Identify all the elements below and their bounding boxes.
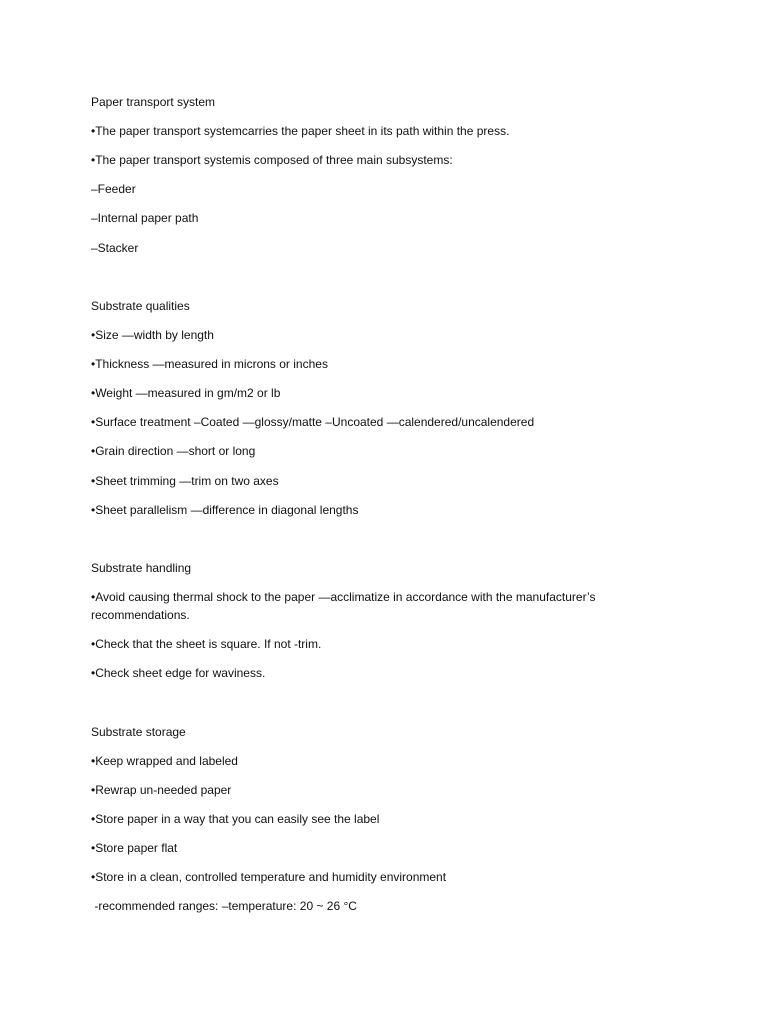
bullet-line: •Check sheet edge for waviness. bbox=[91, 666, 266, 680]
bullet-line: •The paper transport systemcarries the paper sheet in its path within the press. bbox=[91, 124, 510, 138]
bullet-line: •Sheet trimming —trim on two axes bbox=[91, 474, 279, 488]
bullet-line: •Avoid causing thermal shock to the paper —acclimatize in accordance with the manufacturer’s recommendations. bbox=[91, 590, 596, 622]
bullet-line: •Grain direction —short or long bbox=[91, 444, 256, 458]
bullet-line: •Store paper flat bbox=[91, 841, 178, 855]
bullet-line: •Thickness —measured in microns or inches bbox=[91, 357, 328, 371]
bullet-line: •Store in a clean, controlled temperature and humidity environment bbox=[91, 870, 447, 884]
section-heading-substrate-qualities: Substrate qualities bbox=[91, 299, 190, 313]
sub-item-line: -recommended ranges: –temperature: 20 ~ 26 °C bbox=[91, 899, 357, 913]
bullet-line: •Size —width by length bbox=[91, 328, 214, 342]
sub-item-line: –Stacker bbox=[91, 241, 139, 255]
sub-item-line: –Feeder bbox=[91, 182, 136, 196]
sub-item-line: –Internal paper path bbox=[91, 211, 199, 225]
section-heading-paper-transport: Paper transport system bbox=[91, 95, 216, 109]
section-heading-substrate-handling: Substrate handling bbox=[91, 561, 192, 575]
section-heading-substrate-storage: Substrate storage bbox=[91, 725, 186, 739]
bullet-line: •The paper transport systemis composed of three main subsystems: bbox=[91, 153, 453, 167]
bullet-line: •Surface treatment –Coated —glossy/matte –Uncoated —calendered/uncalendered bbox=[91, 415, 535, 429]
bullet-line: •Sheet parallelism —difference in diagonal lengths bbox=[91, 503, 359, 517]
bullet-line: •Check that the sheet is square. If not -trim. bbox=[91, 637, 322, 651]
bullet-line: •Rewrap un-needed paper bbox=[91, 783, 232, 797]
bullet-line: •Store paper in a way that you can easily see the label bbox=[91, 812, 380, 826]
bullet-line: •Weight —measured in gm/m2 or lb bbox=[91, 386, 281, 400]
bullet-line: •Keep wrapped and labeled bbox=[91, 754, 238, 768]
